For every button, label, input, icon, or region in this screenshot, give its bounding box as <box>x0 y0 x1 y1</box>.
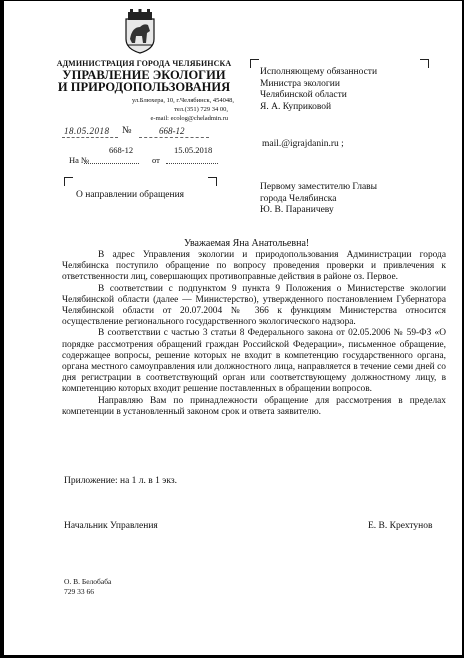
department-name-line2: И ПРИРОДОПОЛЬЗОВАНИЯ <box>57 80 231 94</box>
subject-corner-left <box>64 177 73 186</box>
handwritten-date: 18.05.2018 <box>64 126 110 136</box>
number-underline <box>139 137 209 138</box>
body-paragraph: В соответствии с подпунктом 9 пункта 9 Положения о Министерстве экологии Челябинской области (далее — Министерство), утвержденного постановлением Губернатора Челябинской области от 20.07.2004 № 366 к функциям Министерства относится осуществление регионального государственного экологического надзора. <box>62 283 446 328</box>
executor-phone: 729 33 66 <box>64 587 94 596</box>
attachment-note: Приложение: на 1 л. в 1 экз. <box>64 476 177 486</box>
body-paragraph: В адрес Управления экологии и природопользования Администрации города Челябинска поступило обращение по вопросу проведения проверки и привлечения к ответственности лиц, совершающих противоправные действия в районе оз. Первое. <box>62 250 446 283</box>
executor-name: О. В. Белобаба <box>64 577 112 586</box>
recipient1-line4: Я. А. Куприковой <box>260 101 332 112</box>
signatory-name: Е. В. Крехтунов <box>368 521 433 531</box>
city-administration-label: АДМИНИСТРАЦИЯ ГОРОДА ЧЕЛЯБИНСКА <box>56 59 232 68</box>
recipient2-line1: Первому заместителю Главы <box>260 182 378 192</box>
coat-of-arms-icon <box>120 9 160 55</box>
signatory-title: Начальник Управления <box>64 521 158 531</box>
address-corner-right <box>420 59 429 68</box>
in-reply-to-label: На № <box>69 155 90 165</box>
department-address: ул.Блюхера, 10, г.Челябинск, 454048, <box>131 97 234 104</box>
recipient-email: mail.@igrajdanin.ru ; <box>262 139 344 149</box>
reference-date: 15.05.2018 <box>174 145 213 155</box>
body-paragraph: В соответствии с частью 3 статьи 8 Федерального закона от 02.05.2006 № 59-ФЗ «О порядке рассмотрения обращений граждан Российской Федерации», письменное обращение, содержащее вопросы, решение которых не входит в компетенцию государственного органа, органа местного самоуправления или должностного лица, направляется в течение семи дней со дня регистрации в соответствующий орган или соответствующему должностному лицу, в компетенцию которых входит решение поставленных в обращении вопросов. <box>62 328 446 395</box>
address-corner-left <box>250 59 259 68</box>
letter-page <box>4 1 462 655</box>
department-name-line1: УПРАВЛЕНИЕ ЭКОЛОГИИ <box>62 68 226 82</box>
date-underline <box>62 137 118 138</box>
handwritten-number: 668-12 <box>159 126 185 136</box>
letter-body <box>62 250 446 418</box>
recipient-ministry <box>260 67 377 113</box>
recipient-deputy-head <box>260 182 377 217</box>
department-phone: тел.(351) 729 34 00, <box>174 106 228 113</box>
number-sign: № <box>122 125 132 136</box>
department-email: e-mail: ecolog@cheladmin.ru <box>150 115 228 122</box>
reference-number: 668-12 <box>109 145 134 155</box>
subject-corner-right <box>208 177 217 186</box>
letter-subject: О направлении обращения <box>76 190 185 200</box>
recipient1-line1: Исполняющему обязанности <box>260 67 378 77</box>
from-date-blank <box>166 163 218 164</box>
recipient2-line2: города Челябинска <box>260 193 337 204</box>
recipient1-line3: Челябинской области <box>260 90 347 100</box>
salutation: Уважаемая Яна Анатольевна! <box>184 238 310 249</box>
recipient2-line3: Ю. В. Параничеву <box>260 205 334 215</box>
body-paragraph: Направляю Вам по принадлежности обращение для рассмотрения в пределах компетенции в установленный законом срок и ответа заявителю. <box>62 395 446 417</box>
in-reply-to-blank <box>84 163 139 164</box>
recipient1-line2: Министра экологии <box>260 78 340 89</box>
from-date-label: от <box>152 155 160 165</box>
